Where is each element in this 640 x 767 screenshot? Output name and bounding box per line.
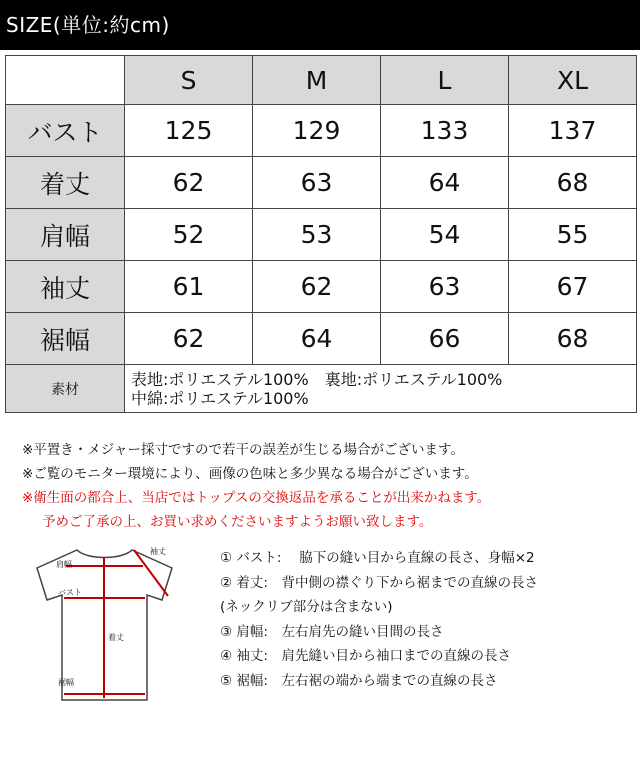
size-header-m: M — [253, 56, 381, 105]
notes — [22, 438, 490, 534]
table-cell: 62 — [125, 313, 253, 365]
table-cell: 68 — [509, 313, 637, 365]
table-cell: 62 — [253, 261, 381, 313]
page-title: SIZE(単位:約cm) — [0, 0, 640, 50]
table-row-material — [6, 365, 637, 413]
note-return-policy: ※衛生面の都合上、当店ではトップスの交換返品を承ることが出来かねます。 — [22, 490, 491, 506]
bust-label: バスト — [58, 588, 82, 597]
table-row-sleeve — [6, 261, 637, 313]
legend-length: ② 着丈: 背中側の襟ぐり下から裾までの直線の長さ — [220, 574, 538, 591]
row-label: 袖丈 — [6, 261, 125, 313]
table-cell: 133 — [381, 105, 509, 157]
table-cell: 61 — [125, 261, 253, 313]
table-cell: 63 — [381, 261, 509, 313]
shoulder-label: 肩幅 — [56, 560, 72, 569]
table-cell: 66 — [381, 313, 509, 365]
note-acknowledge: 予めご了承の上、お買い求めくださいますようお願い致します。 — [42, 514, 433, 530]
size-header-s: S — [125, 56, 253, 105]
table-cell: 53 — [253, 209, 381, 261]
table-cell: 129 — [253, 105, 381, 157]
row-label: 肩幅 — [6, 209, 125, 261]
sleeve-label: 袖丈 — [150, 547, 166, 556]
table-cell: 52 — [125, 209, 253, 261]
size-header-row — [6, 56, 637, 105]
size-header-l: L — [381, 56, 509, 105]
note-error: ※平置き・メジャー採寸ですので若干の誤差が生じる場合がございます。 — [22, 442, 464, 458]
row-label: 素材 — [6, 365, 125, 413]
table-cell: 64 — [381, 157, 509, 209]
legend-shoulder: ③ 肩幅: 左右肩先の縫い目間の長さ — [220, 623, 444, 640]
table-cell: 125 — [125, 105, 253, 157]
legend-length-note: (ネックリブ部分は含まない) — [220, 599, 393, 615]
row-label: 着丈 — [6, 157, 125, 209]
legend-hem: ⑤ 裾幅: 左右裾の端から端までの直線の長さ — [220, 672, 498, 689]
table-cell: 68 — [509, 157, 637, 209]
legend-bust: ① バスト: 脇下の縫い目から直線の長さ、身幅×2 — [220, 550, 535, 566]
measurement-legend — [220, 546, 538, 693]
table-cell: 63 — [253, 157, 381, 209]
material-line-1: 表地:ポリエステル100% 裏地:ポリエステル100% — [131, 369, 503, 389]
table-cell: 64 — [253, 313, 381, 365]
tshirt-diagram — [22, 540, 192, 710]
table-cell: 54 — [381, 209, 509, 261]
table-cell: 137 — [509, 105, 637, 157]
hem-label: 裾幅 — [58, 678, 74, 687]
corner-cell — [6, 56, 125, 105]
length-label: 着丈 — [108, 633, 124, 642]
table-row-hem — [6, 313, 637, 365]
table-cell: 62 — [125, 157, 253, 209]
size-table — [5, 55, 637, 413]
note-monitor: ※ご覧のモニター環境により、画像の色味と多少異なる場合がございます。 — [22, 466, 478, 482]
size-header-xl: XL — [509, 56, 637, 105]
table-row-length — [6, 157, 637, 209]
table-cell: 55 — [509, 209, 637, 261]
row-label: バスト — [6, 105, 125, 157]
table-row-shoulder — [6, 209, 637, 261]
material-line-2: 中綿:ポリエステル100% — [131, 388, 309, 408]
material-cell — [125, 365, 637, 413]
table-row-bust — [6, 105, 637, 157]
legend-sleeve: ④ 袖丈: 肩先縫い目から袖口までの直線の長さ — [220, 648, 511, 664]
table-cell: 67 — [509, 261, 637, 313]
row-label: 裾幅 — [6, 313, 125, 365]
